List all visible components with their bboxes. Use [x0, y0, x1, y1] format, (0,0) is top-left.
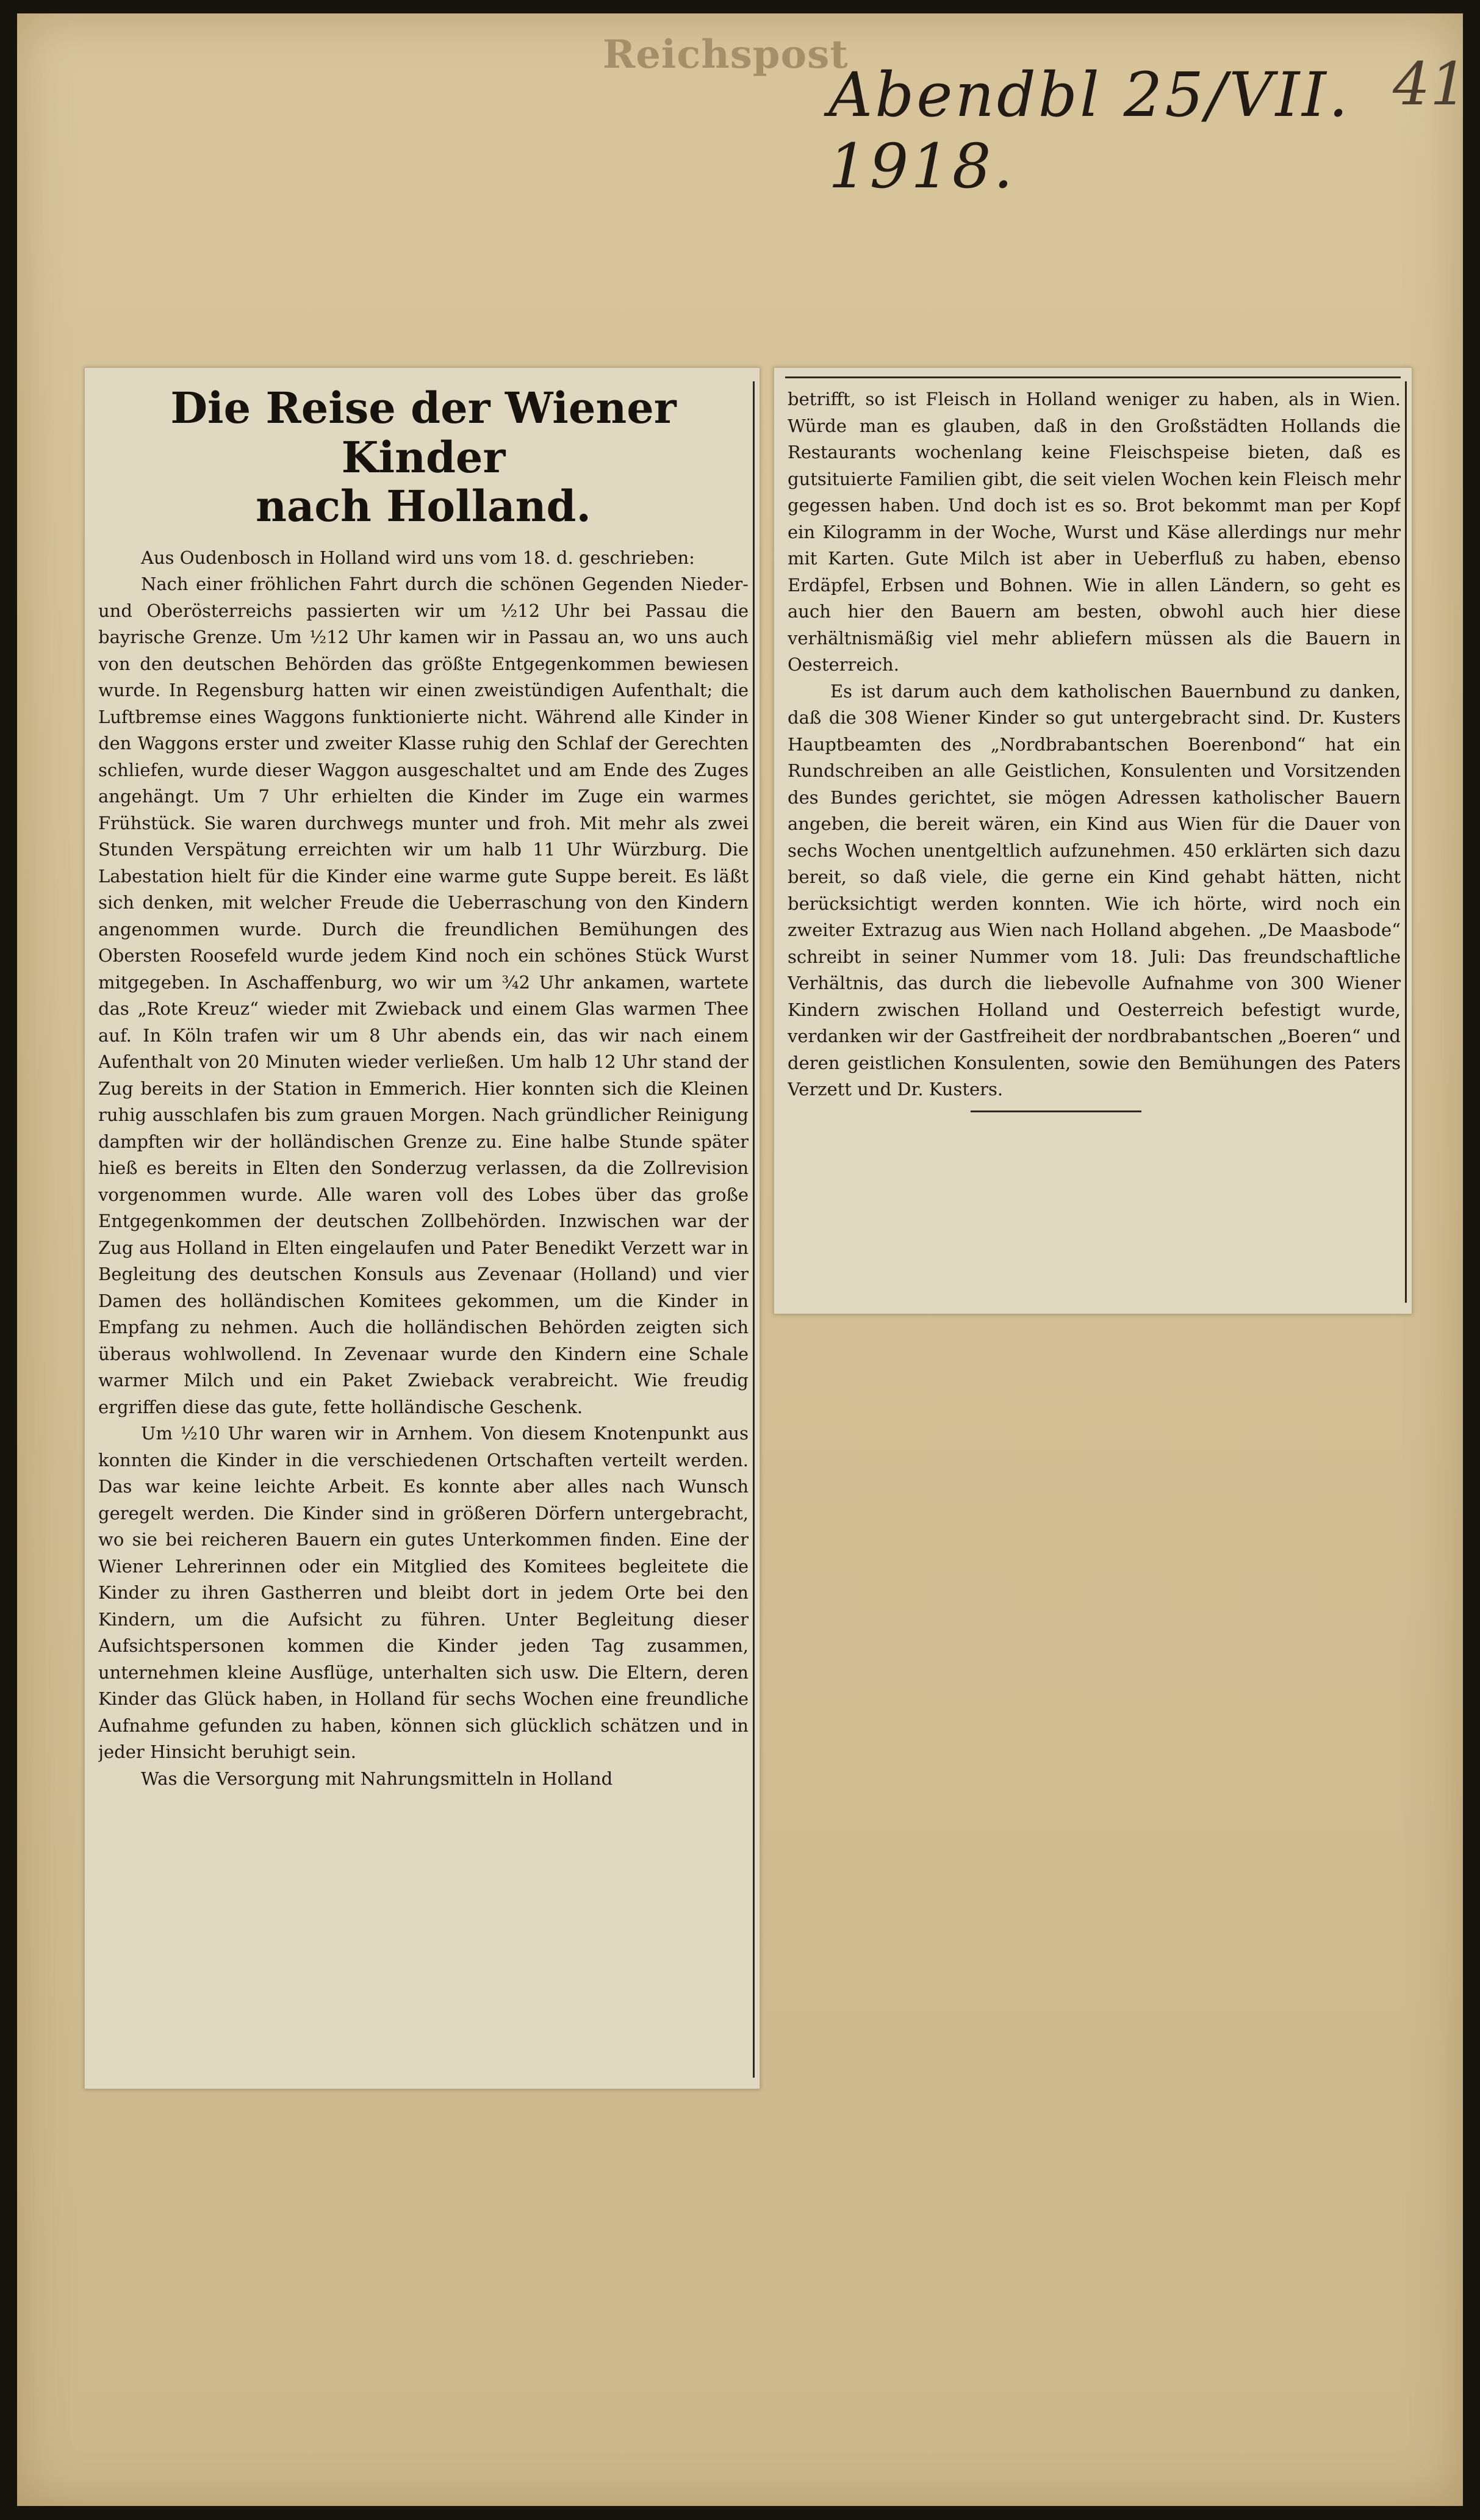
handwritten-folio-number: 41: [1393, 50, 1468, 118]
article-paragraph: betrifft, so ist Fleisch in Holland weniger zu haben, als in Wien. Würde man es glauben, daß in den Großstädten Hollands die Restaurants wochenlang keine Fleischspeise bieten, daß es gutsituierte Familien gibt, die seit vielen Wochen kein Fleisch mehr gegessen haben. Und doch ist es so. Brot bekommt man per Kopf ein Kilogramm in der Woche, Wurst und Käse allerdings nur mehr mit Karten. Gute Milch ist aber in Ueberfluß zu haben, ebenso Erdäpfel, Erbsen und Bohnen. Wie in allen Ländern, so geht es auch hier den Bauern am besten, obwohl auch hier diese verhältnismäßig viel mehr abliefern müssen als die Bauern in Oesterreich.: [788, 389, 1401, 675]
article-paragraph: Um ½10 Uhr waren wir in Arnhem. Von diesem Knotenpunkt aus konnten die Kinder in die verschiedenen Ortschaften verteilt werden. Das war keine leichte Arbeit. Es konnte aber alles nach Wunsch geregelt werden. Die Kinder sind in größeren Dörfern untergebracht, wo sie bei reicheren Bauern ein gutes Unterkommen finden. Eine der Wiener Lehrerinnen oder ein Mitglied des Komitees begleitete die Kinder zu ihren Gastherren und bleibt dort in jedem Orte bei den Kindern, um die Aufsicht zu führen. Unter Begleitung dieser Aufsichtspersonen kommen die Kinder jeden Tag zusammen, unternehmen kleine Ausflüge, unterhalten sich usw. Die Eltern, deren Kinder das Glück haben, in Holland für sechs Wochen eine freundliche Aufnahme gefunden zu haben, können sich glücklich schätzen und in jeder Hinsicht beruhigt sein.: [98, 1423, 749, 1762]
article-paragraph: Aus Oudenbosch in Holland wird uns vom 18. d. geschrieben:: [141, 547, 695, 568]
column-rule: [1405, 381, 1407, 1303]
headline-line-2: nach Holland.: [256, 481, 591, 531]
article-paragraph: Nach einer fröhlichen Fahrt durch die schönen Gegenden Nieder- und Oberösterreichs passierten wir um ½12 Uhr bei Passau die bayrische Grenze. Um ½12 Uhr kamen wir in Passau an, wo uns auch von den deutschen Behörden das größte Entgegenkommen bewiesen wurde. In Regensburg hatten wir einen zweistündigen Aufenthalt; die Luftbremse eines Waggons funktionierte nicht. Während alle Kinder in den Waggons erster und zweiter Klasse ruhig den Schlaf der Gerechten schliefen, wurde dieser Waggon ausgeschaltet und am Ende des Zuges angehängt. Um 7 Uhr erhielten die Kinder im Zuge ein warmes Frühstück. Sie waren durchwegs munter und froh. Mit mehr als zwei Stunden Verspätung erreichten wir um halb 11 Uhr Würzburg. Die Labestation hielt für die Kinder eine warme gute Suppe bereit. Es läßt sich denken, mit welcher Freude die Ueberraschung von den Kindern angenommen wurde. Durch die freundlichen Bemühungen des Obersten Roosefeld wurde jedem Kind noch ein schönes Stück Wurst mitgegeben. In Aschaffenburg, wo wir um ¾2 Uhr ankamen, wartete das „Rote Kreuz“ wieder mit Zwieback und einem Glas warmen Thee auf. In Köln trafen wir um 8 Uhr abends ein, das wir nach einem Aufenthalt von 20 Minuten wieder verließen. Um halb 12 Uhr stand der Zug bereits in der Station in Emmerich. Hier konnten sich die Kleinen ruhig ausschlafen bis zum grauen Morgen. Nach gründlicher Reinigung dampften wir der holländischen Grenze zu. Eine halbe Stunde später hieß es bereits in Elten den Sonderzug verlassen, da die Zollrevision vorgenommen wurde. Alle waren voll des Lobes über das große Entgegenkommen der deutschen Zollbehörden. Inzwischen war der Zug aus Holland in Elten eingelaufen und Pater Benedikt Verzett war in Begleitung des deutschen Konsuls aus Zevenaar (Holland) und vier Damen des holländischen Komitees gekommen, um die Kinder in Empfang zu nehmen. Auch die holländischen Behörden zeigten sich überaus wohlwollend. In Zevenaar wurde den Kindern eine Schale warmer Milch und ein Paket Zwieback verabreicht. Wie freudig ergriffen diese das gute, fette holländische Geschenk.: [98, 574, 749, 1417]
newspaper-masthead: Reichspost: [603, 32, 849, 77]
top-rule: [785, 376, 1401, 378]
clipping-column-right: [774, 367, 1412, 1314]
article-column-left: [98, 378, 749, 2081]
article-paragraph: Es ist darum auch dem katholischen Bauernbund zu danken, daß die 308 Wiener Kinder so gut untergebracht sind. Dr. Kusters Hauptbeamten des „Nordbrabantschen Boerenbond“ hat ein Rundschreiben an alle Geistlichen, Konsulenten und Vorsitzenden des Bundes gerichtet, sie mögen Adressen katholischer Bauern angeben, die bereit wären, ein Kind aus Wien für die Dauer von sechs Wochen unentgeltlich aufzunehmen. 450 erklärten sich dazu bereit, so daß viele, die gerne ein Kind gehabt hätten, nicht berücksichtigt werden konnten. Wie ich hörte, wird noch ein zweiter Extrazug aus Wien nach Holland abgehen. „De Maasbode“ schreibt in seiner Nummer vom 18. Juli: Das freundschaftliche Verhältnis, das durch die liebevolle Aufnahme von 300 Wiener Kindern zwischen Holland und Oesterreich befestigt wurde, verdanken wir der Gastfreiheit der nordbrabantschen „Boeren“ und deren geistlichen Konsulenten, sowie den Bemühungen des Paters Verzett und Dr. Kusters.: [788, 680, 1401, 1100]
article-column-right: [788, 386, 1401, 1306]
headline-line-1: Die Reise der Wiener Kinder: [170, 383, 677, 483]
article-end-rule: [971, 1111, 1141, 1112]
handwritten-date: Abendbl 25/VII. 1918.: [828, 59, 1351, 202]
clipping-column-left: [84, 367, 760, 2089]
article-headline: [98, 384, 749, 531]
article-paragraph: Was die Versorgung mit Nahrungsmitteln in Holland: [141, 1768, 613, 1789]
column-rule: [753, 381, 755, 2078]
archive-sheet: [17, 13, 1468, 2506]
